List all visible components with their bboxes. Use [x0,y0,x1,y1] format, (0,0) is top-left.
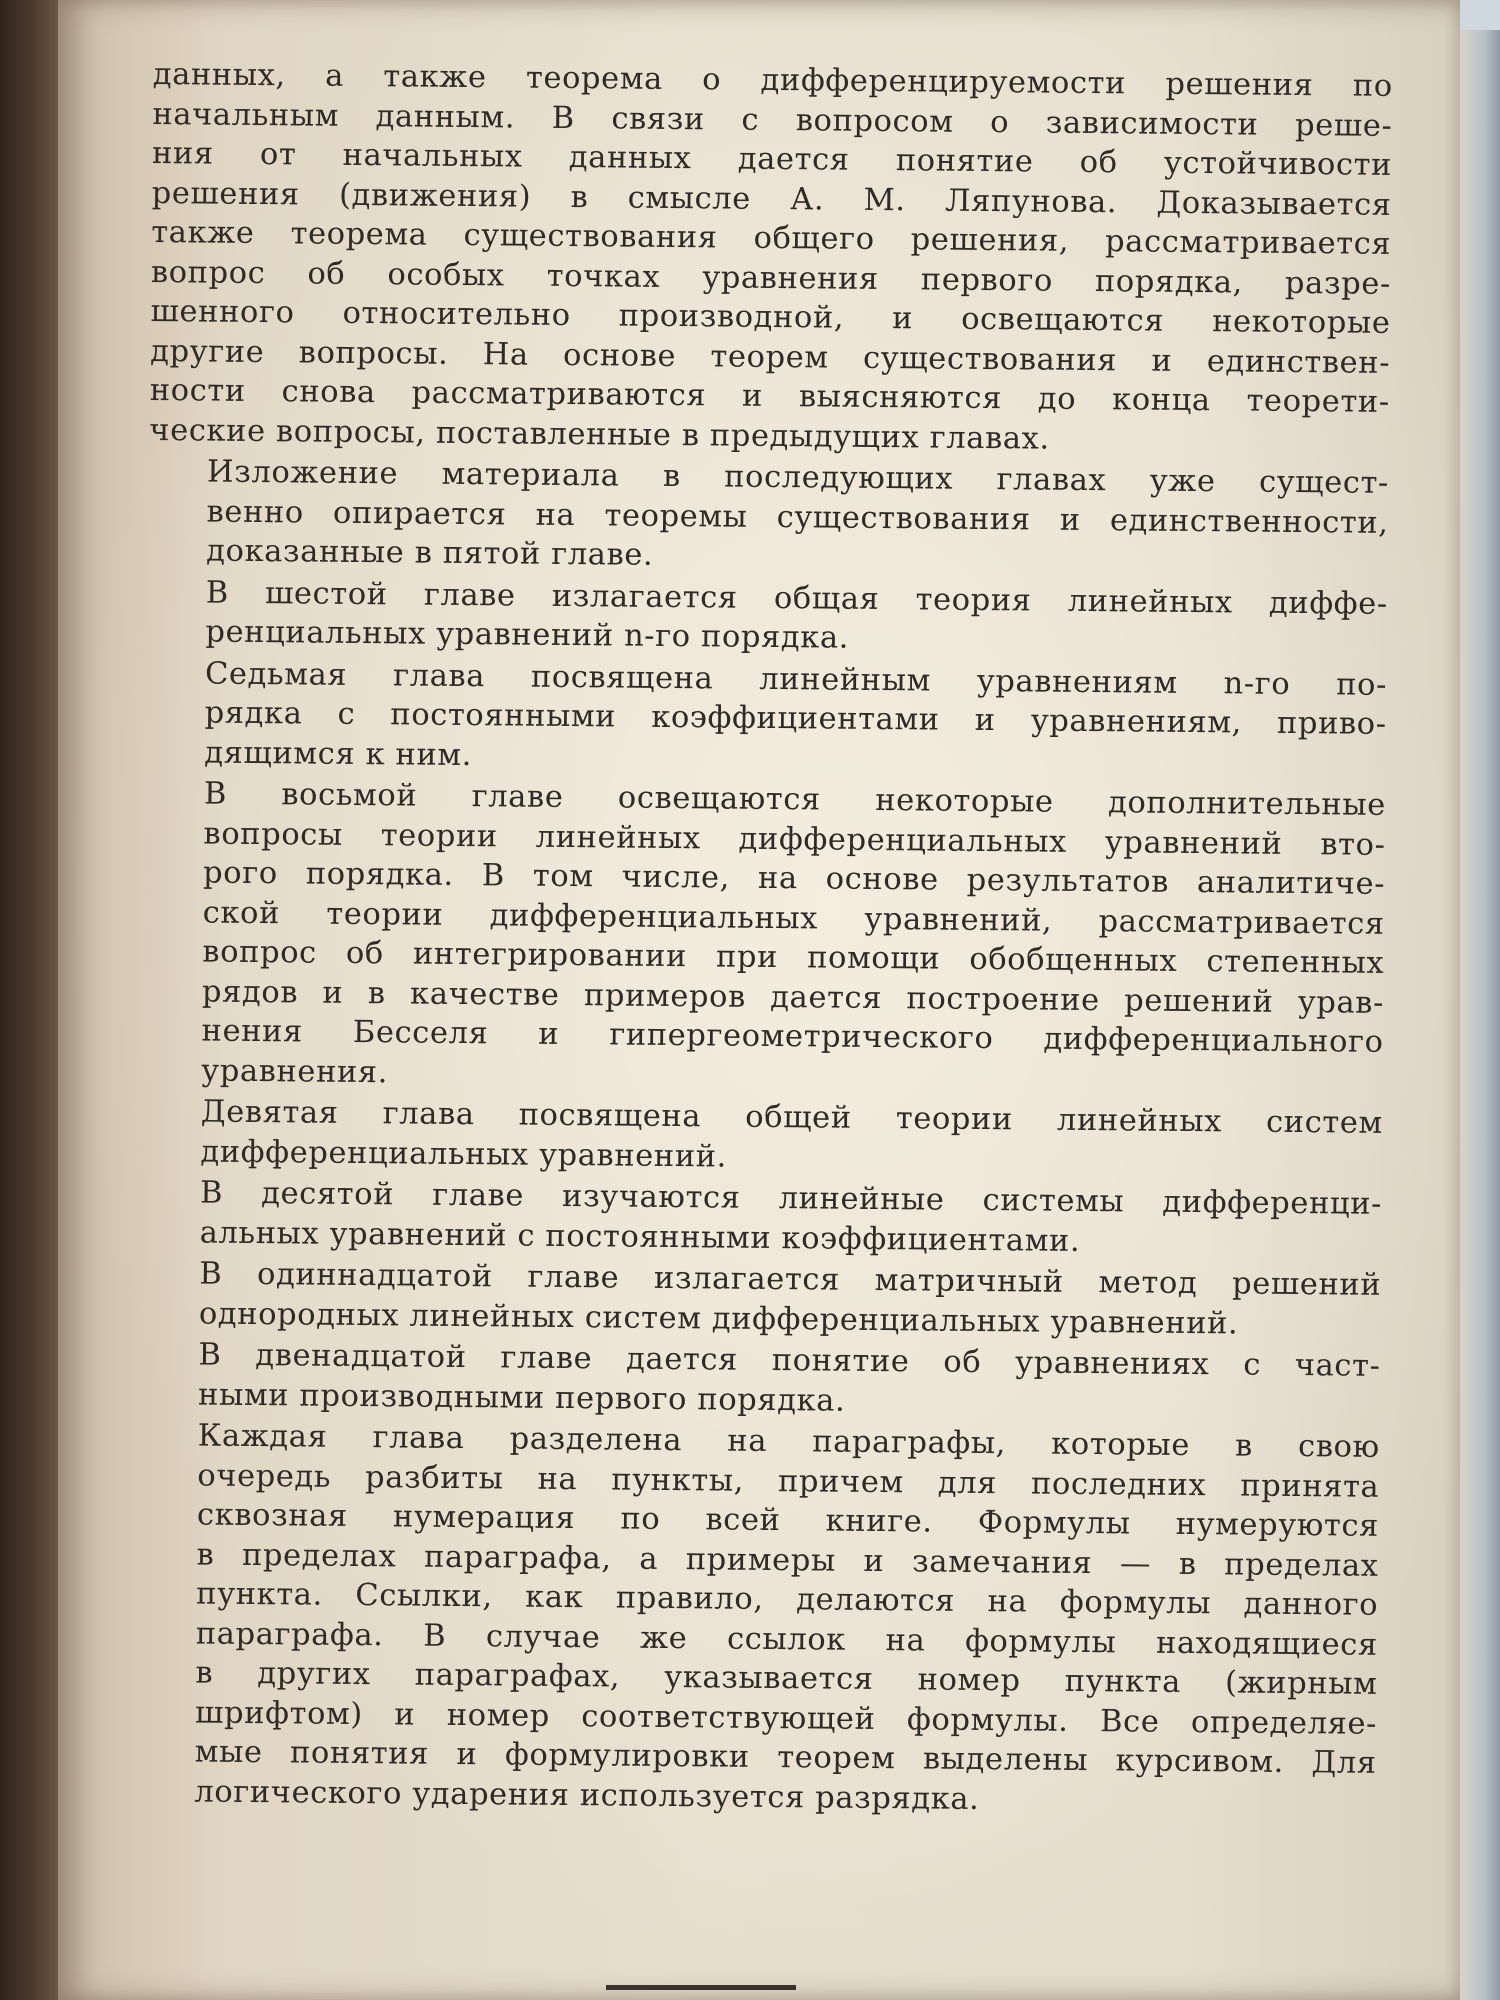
text-line: решения (движения) в смысле А. М. Ляпунова. Доказывается [151,175,1392,223]
paragraph [142,1173,1383,1264]
paragraph [143,774,1386,1102]
paragraph [146,653,1387,783]
paragraph [140,1335,1381,1426]
text-line: ческие вопросы, поставленные в предыдущих главах. [149,412,1050,457]
paragraph [142,1092,1383,1183]
book-page [58,0,1460,2000]
text-line: рядов и в качестве примеров дается построение решений урав- [201,974,1385,1021]
text-line: нения Бесселя и гипергеометрического дифференциального [201,1013,1384,1060]
text-line: очередь разбиты на пункты, причем для последних принята [197,1457,1380,1505]
text-line: вопросы теории линейных дифференциальных уравнений вто- [203,816,1386,863]
page-text [136,55,1393,1825]
text-line: Каждая глава разделена на параграфы, которые в свою [197,1418,1380,1465]
text-line: начальным данным. В связи с вопросом о зависимости реше- [152,96,1393,144]
text-line: в пределах параграфа, а примеры и замечания — в пределах [196,1536,1379,1584]
text-line: логического ударения используется разрядка. [194,1773,980,1817]
text-line: венно опирается на теоремы существования и единственности, [206,494,1389,541]
text-line: шенного относительно производной, и освещаются некоторые [150,293,1391,341]
text-line: В восьмой главе освещаются некоторые дополнительные [203,776,1387,823]
text-line: мые понятия и формулировки теорем выделены курсивом. Для [194,1734,1377,1781]
text-line: ности снова рассматриваются и выясняются до конца теорети- [149,372,1390,420]
text-line: Седьмая глава посвящена линейным уравнениям n-го по- [204,656,1388,703]
paragraph [149,55,1393,462]
text-line: другие вопросы. На основе теорем существования и единствен- [149,333,1391,381]
text-line: сквозная нумерация по всей книге. Формулы нумеруются [196,1497,1380,1544]
paragraph [147,572,1388,663]
text-line: в других параграфах, указывается номер пункта (жирным [195,1655,1378,1702]
text-line: доказанные в пятой главе. [206,533,654,573]
page-bottom-rule [606,1985,796,1990]
text-line: данных, а также теорема о дифференцируемости решения по [152,56,1393,104]
text-line: альных уравнений с постоянными коэффициентами. [199,1215,1081,1259]
text-line: В десятой главе изучаются линейные системы дифференци- [199,1175,1383,1222]
paragraph [136,1416,1380,1823]
paragraph [141,1254,1382,1345]
text-line: параграфа. В случае же ссылок на формулы находящиеся [195,1615,1378,1663]
text-line: Изложение материала в последующих главах уже сущест- [206,454,1390,501]
text-line: В двенадцатой главе дается понятие об уравнениях с част- [198,1337,1381,1384]
text-line: дифференциальных уравнений. [200,1134,728,1175]
paragraph [148,452,1389,582]
text-line: шрифтом) и номер соответствующей формулы. Все определяе- [194,1694,1378,1742]
text-line: Девятая глава посвящена общей теории линейных систем [200,1094,1383,1141]
text-line: однородных линейных систем дифференциальных уравнений. [198,1295,1239,1341]
text-line: пункта. Ссылки, как правило, делаются на формулы данного [196,1576,1379,1623]
text-line: В шестой главе излагается общая теория линейных диффе- [205,575,1388,622]
text-line: В одиннадцатой главе излагается матричный метод решений [199,1256,1382,1303]
text-line: вопрос об особых точках уравнения первого порядка, разре- [150,254,1392,302]
text-line: ской теории дифференциальных уравнений, рассматривается [202,895,1385,942]
text-line: дящимся к ним. [204,735,473,773]
text-line: ными производными первого порядка. [197,1376,846,1419]
book-spine-shadow [0,0,58,2000]
text-line: рого порядка. В том числе, на основе результатов аналитиче- [202,855,1386,902]
text-line: также теорема существования общего решения, рассматривается [151,214,1392,262]
background-surface [1460,0,1500,2000]
text-line: рядка с постоянными коэффициентами и уравнениям, приво- [204,695,1387,742]
text-line: уравнения. [201,1053,389,1090]
text-line: ния от начальных данных дается понятие об устойчивости [151,135,1393,183]
text-line: вопрос об интегрировании при помощи обобщенных степенных [202,934,1385,981]
text-line: ренциальных уравнений n-го порядка. [205,614,850,656]
